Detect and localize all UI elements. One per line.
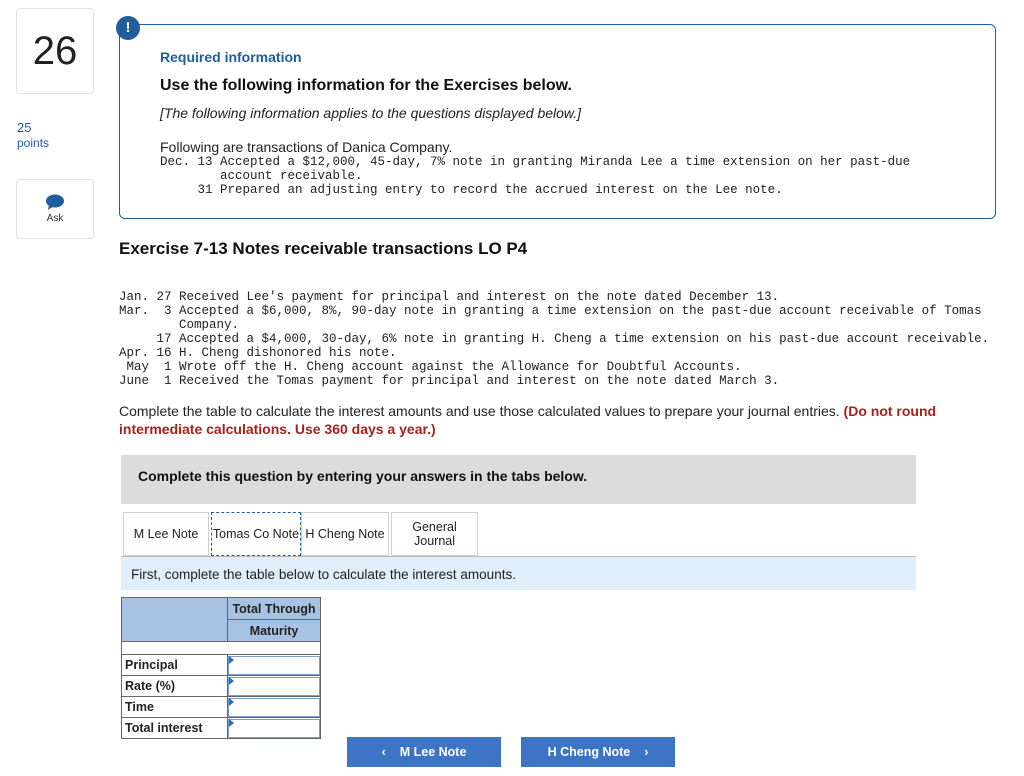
required-info-title: Required information <box>160 49 302 65</box>
transaction-line: Mar. 3 Accepted a $6,000, 8%, 90-day note in granting a time extension on the past-due account receivable of Tomas <box>119 304 982 318</box>
table-instruction-text: First, complete the table below to calculate the interest amounts. <box>131 567 516 582</box>
table-instruction-bar <box>121 557 916 590</box>
time-input[interactable] <box>228 698 320 717</box>
row-label: Total interest <box>122 718 228 739</box>
chevron-right-icon: › <box>644 745 649 759</box>
prev-tab-button[interactable] <box>347 737 501 767</box>
row-label: Time <box>122 697 228 718</box>
transaction-line: June 1 Received the Tomas payment for principal and interest on the note dated March 3. <box>119 374 780 388</box>
principal-input-cell <box>228 655 321 676</box>
question-number: 26 <box>16 8 94 94</box>
tab-m-lee-note[interactable]: M Lee Note <box>123 512 209 556</box>
time-input-cell <box>228 697 321 718</box>
rate-input-cell <box>228 676 321 697</box>
tab-tomas-co-note[interactable]: Tomas Co Note <box>211 512 301 556</box>
answer-banner-text: Complete this question by entering your answers in the tabs below. <box>138 468 588 484</box>
instructions-text: Complete the table to calculate the interest amounts and use those calculated values to prepare your journal entries. <box>119 403 840 419</box>
required-information-box <box>119 24 996 219</box>
input-flag-icon <box>229 656 234 664</box>
column-header: Total Through <box>228 598 321 620</box>
chat-bubble-icon <box>45 194 65 210</box>
table-row <box>122 697 321 718</box>
table-row <box>122 676 321 697</box>
interest-table <box>121 597 321 739</box>
column-header-sub: Maturity <box>228 620 321 642</box>
alert-icon: ! <box>116 16 140 40</box>
row-label: Principal <box>122 655 228 676</box>
total-interest-input-cell <box>228 718 321 739</box>
answer-banner <box>121 455 916 504</box>
exercise-title: Exercise 7-13 Notes receivable transactions LO P4 <box>119 239 528 258</box>
table-row <box>122 718 321 739</box>
transaction-line: May 1 Wrote off the H. Cheng account against the Allowance for Doubtful Accounts. <box>119 360 742 374</box>
next-tab-button[interactable] <box>521 737 675 767</box>
next-tab-label: H Cheng Note <box>547 745 631 759</box>
row-label: Rate (%) <box>122 676 228 697</box>
instructions <box>119 402 999 438</box>
transaction-line: Company. <box>119 318 240 332</box>
ask-button[interactable] <box>16 179 94 239</box>
info-transactions <box>160 155 910 197</box>
total-interest-input[interactable] <box>228 719 320 738</box>
info-applies-note: [The following information applies to the questions displayed below.] <box>160 105 582 121</box>
transaction-line: 17 Accepted a $4,000, 30-day, 6% note in granting H. Cheng a time extension on his past-due account receivable. <box>119 332 990 346</box>
transaction-line: 31 Prepared an adjusting entry to record the accrued interest on the Lee note. <box>160 183 783 197</box>
input-flag-icon <box>229 719 234 727</box>
points-value: 25 <box>17 120 32 135</box>
tab-h-cheng-note[interactable]: H Cheng Note <box>301 512 389 556</box>
table-spacer <box>122 642 321 655</box>
transaction-line: Jan. 27 Received Lee's payment for principal and interest on the note dated December 13. <box>119 290 780 304</box>
table-row <box>122 655 321 676</box>
ask-label: Ask <box>46 213 64 224</box>
tab-general-journal[interactable]: General Journal <box>391 512 478 556</box>
info-heading: Use the following information for the Exercises below. <box>160 77 572 94</box>
info-intro: Following are transactions of Danica Company. <box>160 139 453 155</box>
input-flag-icon <box>229 677 234 685</box>
transaction-line: Apr. 16 H. Cheng dishonored his note. <box>119 346 397 360</box>
exercise-transactions <box>119 290 989 388</box>
points-label: points <box>17 136 50 150</box>
rate-input[interactable] <box>228 677 320 696</box>
transaction-line: account receivable. <box>160 169 363 183</box>
header-blank <box>122 598 228 642</box>
transaction-line: Dec. 13 Accepted a $12,000, 45-day, 7% note in granting Miranda Lee a time extension on her past-due <box>160 155 911 169</box>
chevron-left-icon: ‹ <box>381 745 386 759</box>
input-flag-icon <box>229 698 234 706</box>
instructions-emphasis: (Do not round intermediate calculations. Use 360 days a year.) <box>119 403 937 437</box>
principal-input[interactable] <box>228 656 320 675</box>
prev-tab-label: M Lee Note <box>399 745 467 759</box>
